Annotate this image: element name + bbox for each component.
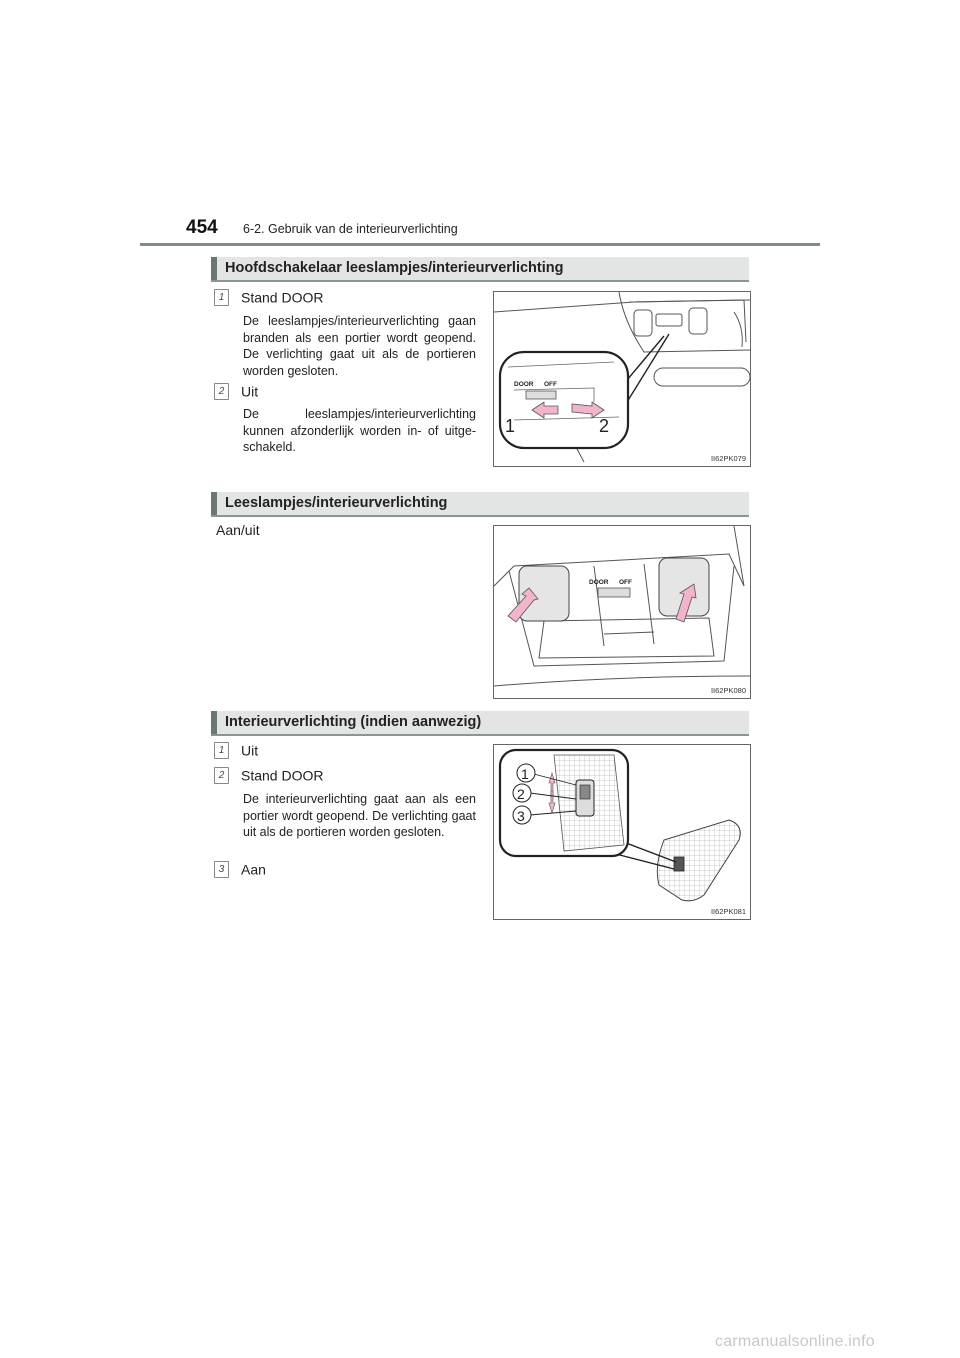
off-label: OFF	[544, 381, 557, 388]
number-badge: 1	[214, 742, 229, 759]
figure-interior-light	[493, 744, 751, 920]
item-door-position	[214, 766, 323, 784]
item-label: Stand DOOR	[241, 289, 324, 306]
figure-code: II62PK081	[710, 907, 746, 916]
number-badge: 2	[214, 383, 229, 400]
item-off	[214, 741, 258, 759]
number-badge: 3	[214, 861, 229, 878]
section-accent	[211, 711, 217, 734]
item-description: De leeslampjes/interieurverlichting kunnen afzonderlijk worden in- of uitge-schakeld.	[243, 407, 476, 454]
section-accent	[211, 257, 217, 280]
on-off-text: Aan/uit	[216, 522, 260, 538]
section-heading-main-switch	[211, 257, 749, 282]
door-label: DOOR	[514, 381, 534, 388]
section-title: Leeslampjes/interieurverlichting	[225, 495, 448, 511]
item-on	[214, 860, 266, 878]
figure-main-switch	[493, 291, 751, 467]
item-description: De interieurverlichting gaat aan als een portier wordt geopend. De verlichting gaat uit als de portieren worden gesloten.	[243, 792, 476, 839]
callout-3: 3	[517, 808, 525, 824]
callout-2: 2	[599, 416, 610, 436]
item-label: Stand DOOR	[241, 767, 324, 784]
number-badge: 1	[214, 289, 229, 306]
section-title: Hoofdschakelaar leeslampjes/interieurverlichting	[225, 260, 564, 276]
figure-code: II62PK080	[710, 686, 746, 695]
section-title: Interieurverlichting (indien aanwezig)	[225, 714, 482, 730]
header-rule	[140, 243, 820, 246]
off-label: OFF	[619, 579, 632, 586]
item-label: Uit	[241, 742, 259, 759]
item-label: Aan	[241, 861, 266, 878]
section-accent	[211, 492, 217, 515]
chapter-title: 6-2. Gebruik van de interieurverlichting	[243, 222, 458, 236]
item-description: De leeslampjes/interieurverlichting gaan branden als een portier wordt geopend. De verlichting gaat uit als de portieren worden gesloten.	[243, 314, 476, 378]
item-label: Uit	[241, 383, 259, 400]
callout-1: 1	[505, 416, 516, 436]
item-off	[214, 382, 258, 400]
figure-code: II62PK079	[710, 454, 746, 463]
watermark: carmanualsonline.info	[715, 1333, 875, 1350]
main-switch-illustration	[494, 292, 750, 466]
callout-2: 2	[517, 786, 525, 802]
section-heading-interior-light	[211, 711, 749, 736]
section-heading-reading-lights	[211, 492, 749, 517]
number-badge: 2	[214, 767, 229, 784]
door-label: DOOR	[589, 579, 609, 586]
figure-reading-lights	[493, 525, 751, 699]
page-number: 454	[186, 217, 218, 238]
item-door-position	[214, 288, 323, 306]
interior-light-illustration	[494, 745, 750, 919]
callout-1: 1	[521, 766, 529, 782]
reading-lights-illustration	[494, 526, 750, 698]
